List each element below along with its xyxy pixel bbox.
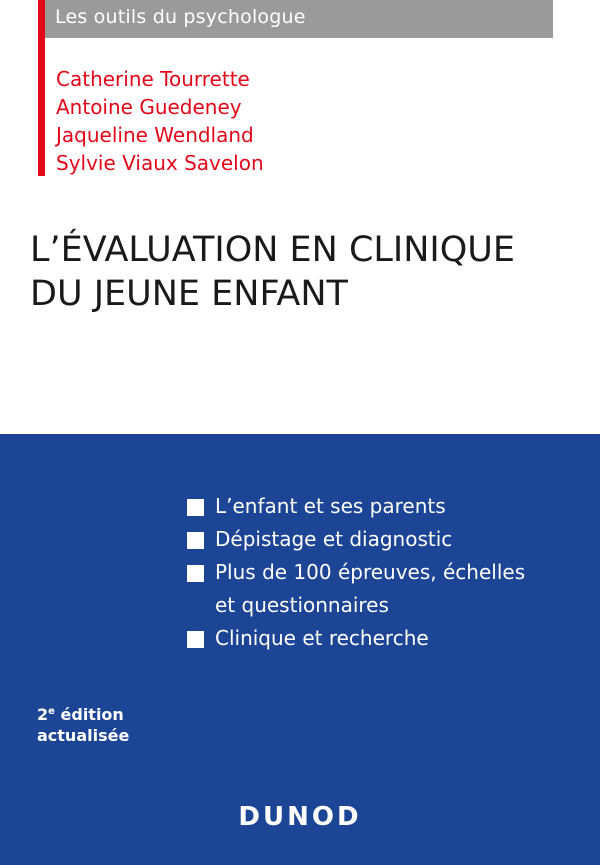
feature-list [187, 490, 525, 655]
title-line-2: DU JEUNE ENFANT [30, 274, 348, 314]
feature-text-continued: et questionnaires [215, 593, 389, 617]
author-name: Jaqueline Wendland [56, 123, 254, 147]
publisher-logo: DUNOD [238, 802, 362, 832]
feature-item [187, 556, 525, 622]
edition-word: édition [54, 705, 124, 724]
edition-note [37, 704, 129, 746]
square-bullet-icon [187, 631, 204, 648]
series-label: Les outils du psychologue [55, 6, 306, 28]
author-name: Catherine Tourrette [56, 67, 250, 91]
feature-text: Clinique et recherche [215, 626, 429, 650]
feature-text: L’enfant et ses parents [215, 494, 446, 518]
feature-text: Dépistage et diagnostic [215, 527, 453, 551]
square-bullet-icon [187, 532, 204, 549]
author-name: Sylvie Viaux Savelon [56, 151, 264, 175]
square-bullet-icon [187, 499, 204, 516]
author-list [56, 65, 264, 177]
edition-number: 2 [37, 705, 49, 724]
book-title [30, 228, 590, 316]
series-banner [38, 0, 553, 38]
feature-text: Plus de 100 épreuves, échelles [215, 560, 526, 584]
square-bullet-icon [187, 565, 204, 582]
feature-item [187, 622, 525, 655]
feature-item [187, 523, 525, 556]
edition-ordinal: e [48, 706, 55, 717]
red-accent-rule [38, 0, 45, 176]
feature-item [187, 490, 525, 523]
edition-line-2: actualisée [37, 726, 130, 745]
edition-line-1 [37, 704, 129, 725]
author-name: Antoine Guedeney [56, 95, 242, 119]
title-line-1: L’ÉVALUATION EN CLINIQUE [30, 230, 516, 270]
